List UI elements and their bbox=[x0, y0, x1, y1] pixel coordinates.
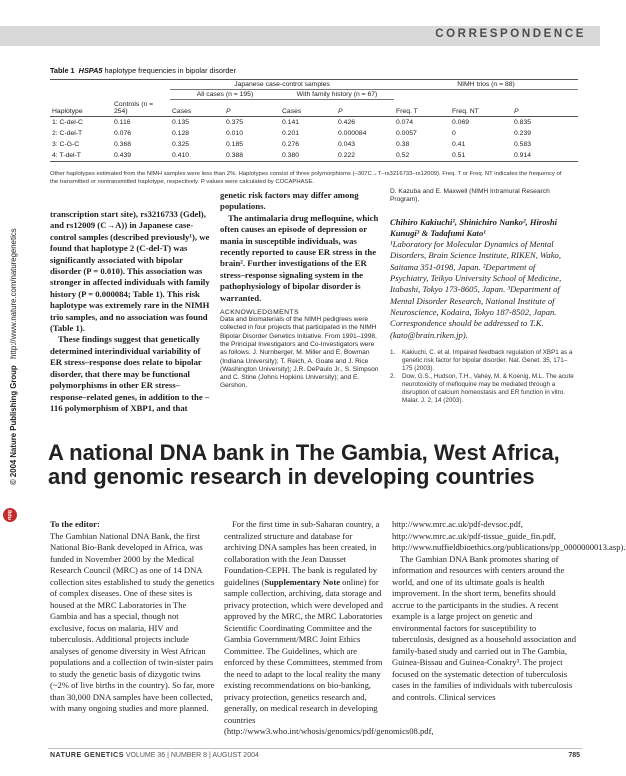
copyright-text: © 2004 Nature Publishing Group bbox=[9, 365, 18, 485]
table-row: 3: C-G-C 0.368 0.325 0.185 0.276 0.043 0.38 0.41 0.583 bbox=[52, 140, 532, 148]
body-paragraph: The antimalaria drug mefloquine, which often causes an episode of depression or mania in susceptible individuals, was recently reported to cause ER stress in the brain². Further investigations of the ER stress–response signaling system in the pathophysiology of bipolar disorder is warranted. bbox=[220, 212, 379, 303]
body-paragraph: http://www.mrc.ac.uk/pdf-devsoc.pdf, http://www.mrc.ac.uk/pdf-tissue_guide_fin.pdf, http://www.nuffieldbioethics.org/publications/pp_0000000013.asp). bbox=[392, 519, 626, 552]
article-column-1 bbox=[50, 519, 215, 715]
page-number: 785 bbox=[568, 752, 580, 759]
footer-journal-name: NATURE GENETICS bbox=[50, 752, 124, 759]
article-column-2 bbox=[224, 519, 434, 738]
acknowledgments-continued: D. Kazuba and E. Maxwell (NIMH Intramural Research Program). bbox=[390, 188, 550, 204]
footer-journal-info bbox=[50, 752, 259, 759]
column-header: P bbox=[512, 100, 578, 117]
japanese-group-header: Japanese case-control samples bbox=[170, 80, 394, 90]
sidebar-copyright bbox=[2, 185, 16, 485]
upper-column-3 bbox=[390, 188, 575, 405]
body-paragraph: genetic risk factors may differ among populations. bbox=[220, 190, 359, 212]
body-paragraph: These findings suggest that genetically determined interindividual variability of ER stress–response does relate to bipolar disorder, that there may be functional polymorphisms in other ER stress–response–related genes, in addition to the –116 polymorphism of XBP1, and that bbox=[50, 334, 210, 413]
article-column-3 bbox=[392, 519, 626, 703]
reference-item: 1. Kakiuchi, C. et al. Impaired feedback regulation of XBP1 as a genetic risk factor for bipolar disorder. Nat. Genet. 35, 171–175 (2003). bbox=[390, 348, 573, 372]
column-header: P bbox=[336, 100, 394, 117]
npg-logo-icon: npg bbox=[3, 508, 17, 522]
table-caption: Table 1 HSPA5 haplotype frequencies in bipolar disorder bbox=[50, 66, 236, 75]
body-paragraph: transcription start site), rs3216733 (Gdel), and rs12009 (C→A)) in Japanese case-control samples (described previously¹), we found that haplotype 2 (C-del-T) was significantly associated with bipolar disorder (P = 0.010). This association was stronger in affected individuals with family history (P = 0.000084; Table 1). This risk haplotype was extremely rare in the NIMH trio samples, and no association was found (Table 1). bbox=[50, 209, 210, 334]
footer-issue: VOLUME 36 | NUMBER 8 | AUGUST 2004 bbox=[125, 752, 259, 759]
haplotype-table bbox=[50, 79, 578, 162]
upper-column-1 bbox=[50, 209, 210, 414]
journal-url-link[interactable]: http://www.nature.com/naturegenetics bbox=[9, 228, 18, 359]
all-cases-header: All cases (n = 195) bbox=[170, 90, 280, 100]
section-header-bar bbox=[0, 26, 600, 46]
to-the-editor: To the editor: bbox=[50, 519, 100, 529]
article-title: A national DNA bank in The Gambia, West Africa, and genomic research in developing countries bbox=[48, 440, 560, 489]
acknowledgments-text: Data and biomaterials of the NIMH pedigrees were collected in four projects that participated in the NIMH Bipolar Disorder Genetics Initiative. From 1991–1998, the Principal Investigators and Co-Investigators were as follows: J. Nurnberger, M. Miller and E. Bowman (Indiana University); T. Reich, A. Goate and J. Rice (Washington University); J.R. DePaulo Jr., S. Simpson and C. Stine (Johns Hopkins University); and E. Gershon, bbox=[220, 316, 379, 390]
column-header: Freq. NT bbox=[450, 100, 512, 117]
table-row: 4: T-del-T 0.439 0.410 0.388 0.380 0.222 0.52 0.51 0.914 bbox=[50, 150, 578, 162]
upper-column-2 bbox=[220, 190, 380, 391]
family-history-header: With family history (n = 67) bbox=[280, 90, 394, 100]
column-header: Cases bbox=[170, 100, 224, 117]
author-affiliations: ¹Laboratory for Molecular Dynamics of Mental Disorders, Brain Science Institute, RIKEN, Wako, Saitama 351-0198, Japan. ²Department of Psychiatry, Teikyo University School of Medicine, Itabashi, Tokyo 173-8605, Japan. ³Department of Mental Disorder Research, National Institute of Neuroscience, Kodaira, Tokyo 187-8502, Japan. Correspondence should be addressed to T.K. (kato@brain.riken.jp). bbox=[390, 239, 562, 340]
table-footnote: Other haplotypes estimated from the NIMH samples were less than 2%. Haplotypes consist of three polymorphisms (–307C→T–rs3216733–rs12009). Freq. T or Freq. NT indicates the frequency of the transmitted or nontransmitted haplotype, respectively. P values were calculated by COCAPHASE. bbox=[50, 171, 562, 185]
acknowledgments-heading: ACKNOWLEDGMENTS bbox=[220, 309, 299, 317]
reference-item: 2. Dow, G.S., Hudson, T.H., Vahey, M. & Koenig, M.L. The acute neurotoxicity of mefloquine may be mediated through a disruption of calcium homeostasis and ER function in vitro. Malar. J. 2, 14 (2003). bbox=[390, 372, 574, 404]
nimh-group-header: NIMH trios (n = 88) bbox=[394, 80, 578, 90]
column-header: P bbox=[224, 100, 280, 117]
section-title: CORRESPONDENCE bbox=[435, 28, 586, 40]
body-paragraph: The Gambian DNA Bank promotes sharing of information and resources with centers around the world, and one of its ultimate goals is health improvement. In the short term, benefits should accrue to the participants in the studies. A recent example is a large project on genetic and environmental factors for susceptibility to tuberculosis, designed as a household association and family-based study and carried out in The Gambia, Guinea-Bissau and Guinea-Conakry³. The project focused on the systematic detection of tuberculosis cases in the families of individuals with tuberculosis and controls. Clinical services bbox=[392, 553, 577, 702]
column-header: Controls (n = 254) bbox=[112, 100, 170, 117]
author-list: Chihiro Kakiuchi¹, Shinichiro Nanko², Hiroshi Kunugi³ & Tadafumi Kato¹ bbox=[390, 216, 558, 238]
body-paragraph: For the first time in sub-Saharan country, a centralized structure and database for archiving DNA samples has been created, in collaboration with the Jean Dausset Foundation-CEPH. The bank is regulated by guidelines (Supplementary Note online) for sample collection, archiving, data storage and privacy protection, which were developed and approved by the MRC, the MRC Laboratories Scientific Coordinating Committee and the Gambia Government/MRC Joint Ethics Committee. The Guidelines, which are enforced by these Committees, stemmed from the need to adapt to the local reality the many existing recommendations on bio-banking, privacy protection, genetics research and, generally, on medical research in developing countries (http://www3.who.int/whosis/genomics/pdf/genomics08.pdf, bbox=[224, 519, 434, 736]
table-row: 2: C-del-T 0.076 0.128 0.010 0.201 0.000084 0.0057 0 0.239 bbox=[52, 129, 532, 137]
column-header: Cases bbox=[280, 100, 336, 117]
table-row: 1: C-del-C 0.116 0.135 0.375 0.141 0.426 0.074 0.069 0.835 bbox=[52, 118, 532, 126]
column-header: Haplotype bbox=[50, 100, 112, 117]
footer-divider bbox=[48, 748, 582, 749]
body-paragraph: The Gambian National DNA Bank, the first National Bio-Bank developed in Africa, was funded in November 2000 by the Medical Research Council (MRC) as one of 14 DNA collection sites established to study the genetics of complex diseases. One of these sites is housed at the MRC Laboratories in The Gambia and has a special, though not exclusive, focus on malaria, HIV and tuberculosis. Additional projects include analyses of genome diversity in West African populations and a collection of twin-sister pairs to study the genetic basis of dizygotic twins (~2% of live births in the country). So far, more than 30,000 DNA samples have been collected, with many ongoing studies and more planned. bbox=[50, 530, 215, 713]
reference-list bbox=[390, 349, 575, 405]
column-header: Freq. T bbox=[394, 100, 450, 117]
supplementary-note-link[interactable]: Supplementary Note bbox=[264, 576, 341, 587]
